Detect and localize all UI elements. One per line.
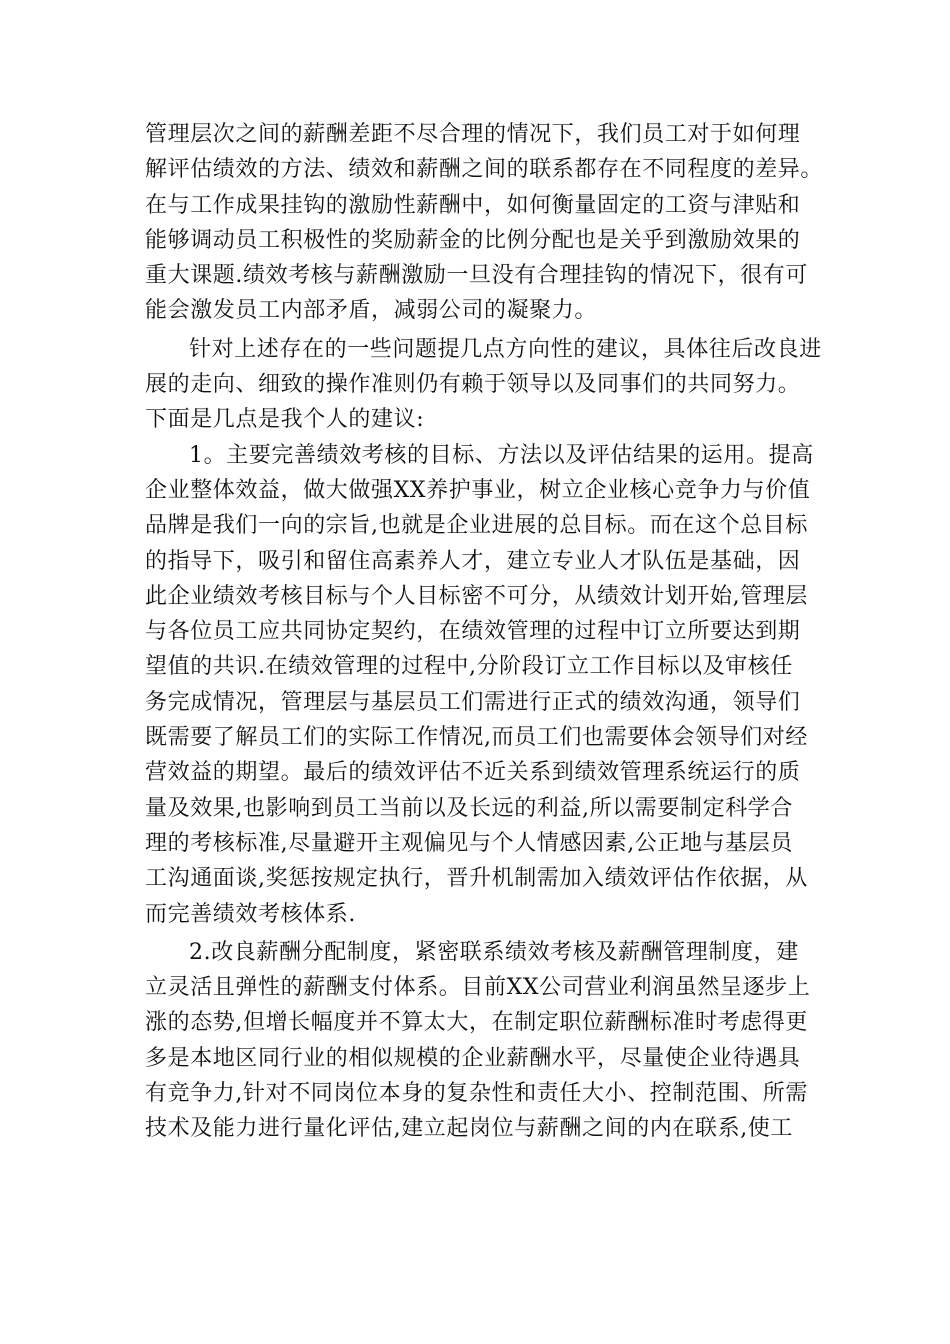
text-line: 与各位员工应共同协定契约，在绩效管理的过程中订立所要达到期 — [145, 619, 801, 645]
text-line: 营效益的期望。最后的绩效评估不近关系到绩效管理系统运行的质 — [145, 760, 801, 786]
text-line: 涨的态势,但增长幅度并不算太大，在制定职位薪酬标准时考虑得更 — [145, 1010, 808, 1036]
text-line: 企业整体效益，做大做强XX养护事业，树立企业核心竞争力与价值 — [145, 477, 811, 503]
text-line: 既需要了解员工们的实际工作情况,而员工们也需要体会领导们对经 — [145, 725, 808, 751]
text-line: 品牌是我们一向的宗旨,也就是企业进展的总目标。而在这个总目标 — [145, 513, 808, 539]
text-line: 针对上述存在的一些问题提几点方向性的建议，具体往后改良进 — [189, 336, 822, 362]
text-line: 务完成情况，管理层与基层员工们需进行正式的绩效沟通，领导们 — [145, 689, 801, 715]
paragraph-4 — [145, 935, 825, 1147]
text-line: 展的走向、细致的操作准则仍有赖于领导以及同事们的共同努力。 — [145, 372, 801, 398]
text-line: 理的考核标准,尽量避开主观偏见与个人情感因素,公正地与基层员 — [145, 830, 793, 856]
text-line: 下面是几点是我个人的建议: — [145, 407, 425, 433]
text-line: 此企业绩效考核目标与个人目标密不可分，从绩效计划开始,管理层 — [145, 583, 808, 609]
text-line: 管理层次之间的薪酬差距不尽合理的情况下，我们员工对于如何理 — [145, 122, 801, 147]
text-line: 在与工作成果挂钩的激励性薪酬中，如何衡量固定的工资与津贴和 — [145, 192, 801, 218]
paragraph-1 — [145, 117, 825, 329]
text-line: 立灵活且弹性的薪酬支付体系。目前XX公司营业利润虽然呈逐步上 — [145, 975, 811, 1001]
text-line: 量及效果,也影响到员工当前以及长远的利益,所以需要制定科学合 — [145, 795, 793, 821]
paragraph-2 — [145, 332, 825, 438]
text-line: 能够调动员工积极性的奖励薪金的比例分配也是关乎到激励效果的 — [145, 227, 801, 253]
text-line: 的指导下，吸引和留住高素养人才，建立专业人才队伍是基础，因 — [145, 548, 801, 574]
text-line: 解评估绩效的方法、绩效和薪酬之间的联系都存在不同程度的差异。 — [145, 157, 824, 183]
text-line: 工沟通面谈,奖惩按规定执行，晋升机制需加入绩效评估作依据，从 — [145, 866, 808, 892]
text-line: 多是本地区同行业的相似规模的企业薪酬水平，尽量使企业待遇具 — [145, 1045, 801, 1071]
paragraph-3 — [145, 438, 825, 932]
text-line: 望值的共识.在绩效管理的过程中,分阶段订立工作目标以及审核任 — [145, 654, 793, 680]
text-line: 能会激发员工内部矛盾，减弱公司的凝聚力。 — [145, 298, 598, 324]
text-line: 2.改良薪酬分配制度，紧密联系绩效考核及薪酬管理制度，建 — [189, 939, 799, 965]
text-line: 有竞争力,针对不同岗位本身的复杂性和责任大小、控制范围、所需 — [145, 1081, 808, 1107]
text-line: 1。主要完善绩效考核的目标、方法以及评估结果的运用。提高 — [189, 442, 814, 468]
text-line: 重大课题.绩效考核与薪酬激励一旦没有合理挂钩的情况下，很有可 — [145, 263, 808, 289]
text-line: 而完善绩效考核体系. — [145, 901, 356, 927]
text-line: 技术及能力进行量化评估,建立起岗位与薪酬之间的内在联系,使工 — [145, 1116, 793, 1142]
document-body — [145, 117, 825, 1147]
